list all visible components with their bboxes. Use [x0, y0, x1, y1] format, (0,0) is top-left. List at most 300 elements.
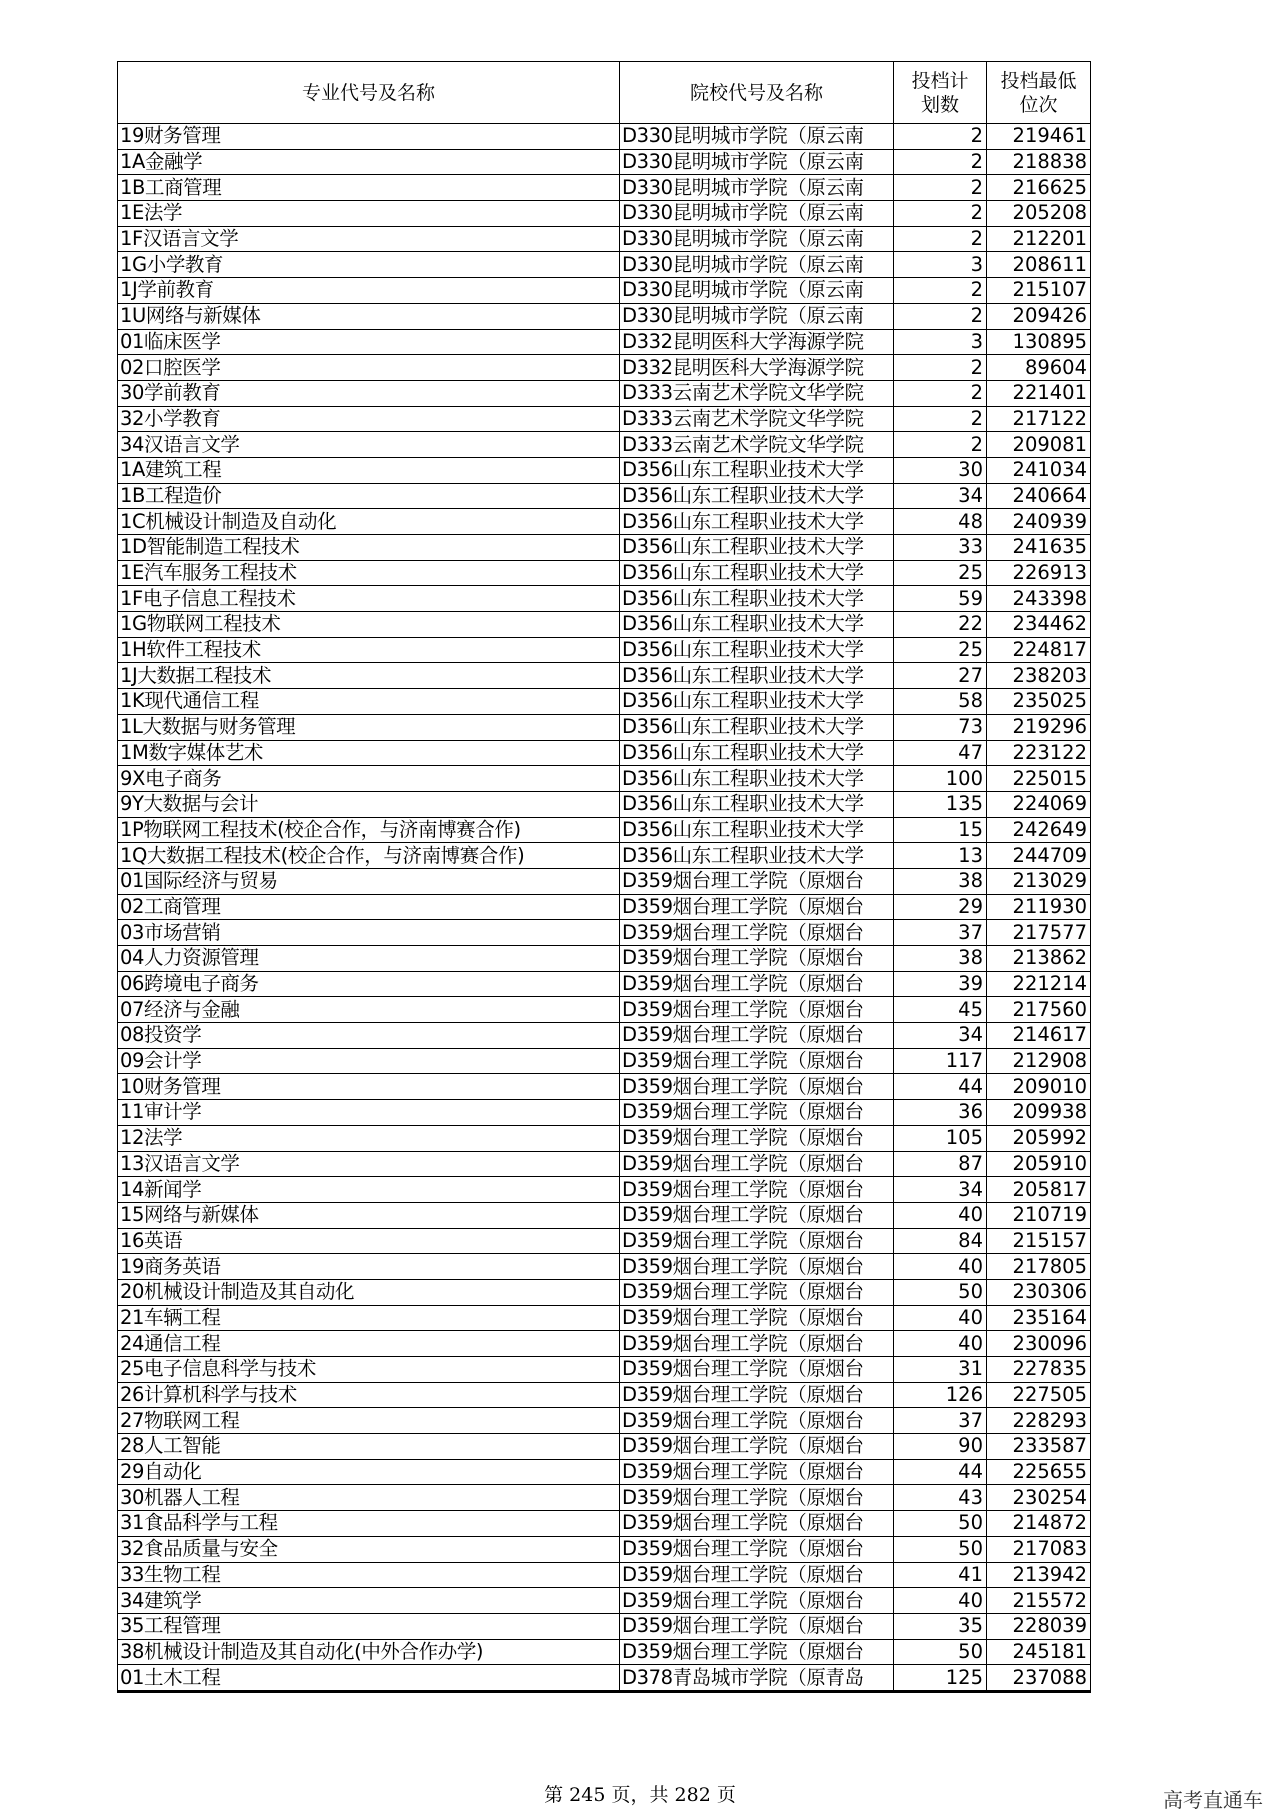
plan-count-cell: 43 — [894, 1485, 987, 1511]
major-cell: 12法学 — [118, 1125, 620, 1151]
plan-count-cell: 2 — [894, 124, 987, 150]
school-cell: D332昆明医科大学海源学院 — [620, 355, 894, 381]
min-rank-cell: 225655 — [987, 1459, 1091, 1485]
min-rank-cell: 243398 — [987, 586, 1091, 612]
min-rank-cell: 245181 — [987, 1639, 1091, 1665]
school-cell: D330昆明城市学院（原云南 — [620, 226, 894, 252]
min-rank-cell: 209010 — [987, 1074, 1091, 1100]
major-cell: 24通信工程 — [118, 1331, 620, 1357]
plan-count-cell: 84 — [894, 1228, 987, 1254]
table-row — [118, 1613, 1091, 1639]
table-row — [118, 1382, 1091, 1408]
min-rank-cell: 217577 — [987, 920, 1091, 946]
header-rank-line1: 投档最低 — [1000, 69, 1077, 92]
table-row — [118, 1305, 1091, 1331]
school-cell: D330昆明城市学院（原云南 — [620, 149, 894, 175]
plan-count-cell: 33 — [894, 535, 987, 561]
table-row — [118, 380, 1091, 406]
major-cell: 1H软件工程技术 — [118, 637, 620, 663]
school-cell: D359烟台理工学院（原烟台 — [620, 997, 894, 1023]
min-rank-cell: 241034 — [987, 457, 1091, 483]
min-rank-cell: 212908 — [987, 1048, 1091, 1074]
min-rank-cell: 213942 — [987, 1562, 1091, 1588]
table-row — [118, 1357, 1091, 1383]
school-cell: D332昆明医科大学海源学院 — [620, 329, 894, 355]
major-cell: 1A建筑工程 — [118, 457, 620, 483]
plan-count-cell: 40 — [894, 1331, 987, 1357]
school-cell: D356山东工程职业技术大学 — [620, 689, 894, 715]
min-rank-cell: 237088 — [987, 1665, 1091, 1692]
table-row — [118, 355, 1091, 381]
school-cell: D333云南艺术学院文华学院 — [620, 380, 894, 406]
major-cell: 02口腔医学 — [118, 355, 620, 381]
min-rank-cell: 217805 — [987, 1254, 1091, 1280]
min-rank-cell: 209938 — [987, 1100, 1091, 1126]
table-row — [118, 278, 1091, 304]
plan-count-cell: 2 — [894, 303, 987, 329]
table-row — [118, 714, 1091, 740]
plan-count-cell: 2 — [894, 201, 987, 227]
min-rank-cell: 205817 — [987, 1177, 1091, 1203]
major-cell: 07经济与金融 — [118, 997, 620, 1023]
school-cell: D359烟台理工学院（原烟台 — [620, 1228, 894, 1254]
min-rank-cell: 244709 — [987, 843, 1091, 869]
plan-count-cell: 87 — [894, 1151, 987, 1177]
school-cell: D378青岛城市学院（原青岛 — [620, 1665, 894, 1692]
major-cell: 35工程管理 — [118, 1613, 620, 1639]
major-cell: 1M数字媒体艺术 — [118, 740, 620, 766]
table-row — [118, 1536, 1091, 1562]
table-row — [118, 175, 1091, 201]
table-row — [118, 509, 1091, 535]
plan-count-cell: 22 — [894, 612, 987, 638]
major-cell: 01国际经济与贸易 — [118, 868, 620, 894]
major-cell: 1P物联网工程技术(校企合作，与济南博赛合作) — [118, 817, 620, 843]
school-cell: D359烟台理工学院（原烟台 — [620, 1048, 894, 1074]
min-rank-cell: 211930 — [987, 894, 1091, 920]
plan-count-cell: 13 — [894, 843, 987, 869]
school-cell: D359烟台理工学院（原烟台 — [620, 894, 894, 920]
table-row — [118, 1074, 1091, 1100]
school-cell: D356山东工程职业技术大学 — [620, 535, 894, 561]
table-row — [118, 432, 1091, 458]
plan-count-cell: 50 — [894, 1536, 987, 1562]
table-row — [118, 1665, 1091, 1692]
table-row — [118, 149, 1091, 175]
major-cell: 21车辆工程 — [118, 1305, 620, 1331]
plan-count-cell: 2 — [894, 278, 987, 304]
min-rank-cell: 218838 — [987, 149, 1091, 175]
table-row — [118, 124, 1091, 150]
major-cell: 11审计学 — [118, 1100, 620, 1126]
major-cell: 08投资学 — [118, 1023, 620, 1049]
school-cell: D356山东工程职业技术大学 — [620, 791, 894, 817]
plan-count-cell: 3 — [894, 329, 987, 355]
table-row — [118, 740, 1091, 766]
plan-count-cell: 36 — [894, 1100, 987, 1126]
table-row — [118, 226, 1091, 252]
school-cell: D330昆明城市学院（原云南 — [620, 278, 894, 304]
min-rank-cell: 233587 — [987, 1434, 1091, 1460]
header-school: 院校代号及名称 — [620, 62, 894, 124]
table-row — [118, 1408, 1091, 1434]
min-rank-cell: 214872 — [987, 1511, 1091, 1537]
school-cell: D359烟台理工学院（原烟台 — [620, 1074, 894, 1100]
plan-count-cell: 125 — [894, 1665, 987, 1692]
table-row — [118, 1562, 1091, 1588]
plan-count-cell: 50 — [894, 1639, 987, 1665]
plan-count-cell: 59 — [894, 586, 987, 612]
table-row — [118, 663, 1091, 689]
school-cell: D356山东工程职业技术大学 — [620, 740, 894, 766]
major-cell: 20机械设计制造及其自动化 — [118, 1279, 620, 1305]
min-rank-cell: 242649 — [987, 817, 1091, 843]
school-cell: D359烟台理工学院（原烟台 — [620, 1125, 894, 1151]
plan-count-cell: 15 — [894, 817, 987, 843]
table-row — [118, 483, 1091, 509]
min-rank-cell: 215107 — [987, 278, 1091, 304]
table-row — [118, 612, 1091, 638]
major-cell: 10财务管理 — [118, 1074, 620, 1100]
min-rank-cell: 209081 — [987, 432, 1091, 458]
table-row — [118, 1125, 1091, 1151]
min-rank-cell: 234462 — [987, 612, 1091, 638]
school-cell: D359烟台理工学院（原烟台 — [620, 1485, 894, 1511]
min-rank-cell: 228039 — [987, 1613, 1091, 1639]
school-cell: D359烟台理工学院（原烟台 — [620, 1588, 894, 1614]
min-rank-cell: 225015 — [987, 766, 1091, 792]
plan-count-cell: 2 — [894, 380, 987, 406]
min-rank-cell: 209426 — [987, 303, 1091, 329]
major-cell: 1J大数据工程技术 — [118, 663, 620, 689]
major-cell: 1A金融学 — [118, 149, 620, 175]
school-cell: D359烟台理工学院（原烟台 — [620, 920, 894, 946]
min-rank-cell: 217122 — [987, 406, 1091, 432]
major-cell: 1G物联网工程技术 — [118, 612, 620, 638]
school-cell: D359烟台理工学院（原烟台 — [620, 1279, 894, 1305]
table-row — [118, 329, 1091, 355]
table-row — [118, 252, 1091, 278]
school-cell: D356山东工程职业技术大学 — [620, 843, 894, 869]
major-cell: 06跨境电子商务 — [118, 971, 620, 997]
plan-count-cell: 40 — [894, 1305, 987, 1331]
table-row — [118, 1177, 1091, 1203]
plan-count-cell: 2 — [894, 226, 987, 252]
school-cell: D356山东工程职业技术大学 — [620, 817, 894, 843]
table-row — [118, 1254, 1091, 1280]
plan-count-cell: 44 — [894, 1074, 987, 1100]
min-rank-cell: 224817 — [987, 637, 1091, 663]
plan-count-cell: 37 — [894, 1408, 987, 1434]
table-row — [118, 1151, 1091, 1177]
major-cell: 1F汉语言文学 — [118, 226, 620, 252]
min-rank-cell: 240664 — [987, 483, 1091, 509]
min-rank-cell: 215572 — [987, 1588, 1091, 1614]
min-rank-cell: 208611 — [987, 252, 1091, 278]
table-row — [118, 997, 1091, 1023]
table-row — [118, 1228, 1091, 1254]
major-cell: 16英语 — [118, 1228, 620, 1254]
major-cell: 1U网络与新媒体 — [118, 303, 620, 329]
min-rank-cell: 219296 — [987, 714, 1091, 740]
major-cell: 04人力资源管理 — [118, 946, 620, 972]
major-cell: 1K现代通信工程 — [118, 689, 620, 715]
school-cell: D359烟台理工学院（原烟台 — [620, 1331, 894, 1357]
school-cell: D330昆明城市学院（原云南 — [620, 252, 894, 278]
plan-count-cell: 27 — [894, 663, 987, 689]
major-cell: 03市场营销 — [118, 920, 620, 946]
major-cell: 33生物工程 — [118, 1562, 620, 1588]
table-row — [118, 1048, 1091, 1074]
min-rank-cell: 235025 — [987, 689, 1091, 715]
table-row — [118, 303, 1091, 329]
min-rank-cell: 217560 — [987, 997, 1091, 1023]
school-cell: D359烟台理工学院（原烟台 — [620, 946, 894, 972]
major-cell: 19商务英语 — [118, 1254, 620, 1280]
min-rank-cell: 219461 — [987, 124, 1091, 150]
school-cell: D356山东工程职业技术大学 — [620, 766, 894, 792]
major-cell: 01土木工程 — [118, 1665, 620, 1692]
min-rank-cell: 240939 — [987, 509, 1091, 535]
school-cell: D359烟台理工学院（原烟台 — [620, 1357, 894, 1383]
min-rank-cell: 215157 — [987, 1228, 1091, 1254]
min-rank-cell: 224069 — [987, 791, 1091, 817]
table-row — [118, 894, 1091, 920]
plan-count-cell: 41 — [894, 1562, 987, 1588]
table-row — [118, 586, 1091, 612]
major-cell: 02工商管理 — [118, 894, 620, 920]
header-rank-line2: 位次 — [1019, 93, 1058, 116]
major-cell: 32小学教育 — [118, 406, 620, 432]
plan-count-cell: 45 — [894, 997, 987, 1023]
major-cell: 14新闻学 — [118, 1177, 620, 1203]
plan-count-cell: 73 — [894, 714, 987, 740]
table-row — [118, 1485, 1091, 1511]
min-rank-cell: 230306 — [987, 1279, 1091, 1305]
major-cell: 34建筑学 — [118, 1588, 620, 1614]
school-cell: D356山东工程职业技术大学 — [620, 663, 894, 689]
table-row — [118, 1100, 1091, 1126]
school-cell: D356山东工程职业技术大学 — [620, 457, 894, 483]
major-cell: 1Q大数据工程技术(校企合作，与济南博赛合作) — [118, 843, 620, 869]
plan-count-cell: 48 — [894, 509, 987, 535]
header-row — [118, 62, 1091, 124]
plan-count-cell: 31 — [894, 1357, 987, 1383]
plan-count-cell: 2 — [894, 149, 987, 175]
min-rank-cell: 241635 — [987, 535, 1091, 561]
table-row — [118, 946, 1091, 972]
min-rank-cell: 213029 — [987, 868, 1091, 894]
plan-count-cell: 29 — [894, 894, 987, 920]
plan-count-cell: 105 — [894, 1125, 987, 1151]
major-cell: 1E法学 — [118, 201, 620, 227]
min-rank-cell: 228293 — [987, 1408, 1091, 1434]
plan-count-cell: 37 — [894, 920, 987, 946]
major-cell: 1F电子信息工程技术 — [118, 586, 620, 612]
school-cell: D356山东工程职业技术大学 — [620, 637, 894, 663]
table-row — [118, 1511, 1091, 1537]
school-cell: D330昆明城市学院（原云南 — [620, 124, 894, 150]
major-cell: 9X电子商务 — [118, 766, 620, 792]
min-rank-cell: 238203 — [987, 663, 1091, 689]
plan-count-cell: 90 — [894, 1434, 987, 1460]
min-rank-cell: 214617 — [987, 1023, 1091, 1049]
plan-count-cell: 40 — [894, 1254, 987, 1280]
table-row — [118, 1202, 1091, 1228]
major-cell: 1C机械设计制造及自动化 — [118, 509, 620, 535]
min-rank-cell: 205992 — [987, 1125, 1091, 1151]
major-cell: 1J学前教育 — [118, 278, 620, 304]
table-row — [118, 560, 1091, 586]
table-header — [118, 62, 1091, 124]
header-plan-line1: 投档计 — [911, 69, 969, 92]
plan-count-cell: 50 — [894, 1279, 987, 1305]
table-row — [118, 1331, 1091, 1357]
school-cell: D356山东工程职业技术大学 — [620, 509, 894, 535]
plan-count-cell: 25 — [894, 560, 987, 586]
school-cell: D356山东工程职业技术大学 — [620, 560, 894, 586]
plan-count-cell: 35 — [894, 1613, 987, 1639]
plan-count-cell: 34 — [894, 1023, 987, 1049]
plan-count-cell: 2 — [894, 175, 987, 201]
major-cell: 19财务管理 — [118, 124, 620, 150]
min-rank-cell: 210719 — [987, 1202, 1091, 1228]
table-row — [118, 971, 1091, 997]
school-cell: D359烟台理工学院（原烟台 — [620, 1305, 894, 1331]
min-rank-cell: 227835 — [987, 1357, 1091, 1383]
min-rank-cell: 217083 — [987, 1536, 1091, 1562]
plan-count-cell: 25 — [894, 637, 987, 663]
major-cell: 1G小学教育 — [118, 252, 620, 278]
table-row — [118, 1434, 1091, 1460]
plan-count-cell: 50 — [894, 1511, 987, 1537]
min-rank-cell: 212201 — [987, 226, 1091, 252]
min-rank-cell: 221214 — [987, 971, 1091, 997]
min-rank-cell: 130895 — [987, 329, 1091, 355]
major-cell: 32食品质量与安全 — [118, 1536, 620, 1562]
major-cell: 30学前教育 — [118, 380, 620, 406]
school-cell: D330昆明城市学院（原云南 — [620, 303, 894, 329]
school-cell: D359烟台理工学院（原烟台 — [620, 1434, 894, 1460]
table-row — [118, 817, 1091, 843]
plan-count-cell: 3 — [894, 252, 987, 278]
plan-count-cell: 34 — [894, 483, 987, 509]
table-row — [118, 868, 1091, 894]
school-cell: D359烟台理工学院（原烟台 — [620, 1202, 894, 1228]
table-row — [118, 1279, 1091, 1305]
school-cell: D359烟台理工学院（原烟台 — [620, 868, 894, 894]
table-row — [118, 637, 1091, 663]
table-row — [118, 1459, 1091, 1485]
table-row — [118, 406, 1091, 432]
table-row — [118, 920, 1091, 946]
plan-count-cell: 2 — [894, 355, 987, 381]
school-cell: D359烟台理工学院（原烟台 — [620, 1511, 894, 1537]
school-cell: D356山东工程职业技术大学 — [620, 483, 894, 509]
major-cell: 09会计学 — [118, 1048, 620, 1074]
plan-count-cell: 39 — [894, 971, 987, 997]
plan-count-cell: 2 — [894, 406, 987, 432]
school-cell: D359烟台理工学院（原烟台 — [620, 971, 894, 997]
table-row — [118, 201, 1091, 227]
major-cell: 25电子信息科学与技术 — [118, 1357, 620, 1383]
plan-count-cell: 30 — [894, 457, 987, 483]
plan-count-cell: 135 — [894, 791, 987, 817]
min-rank-cell: 213862 — [987, 946, 1091, 972]
plan-count-cell: 47 — [894, 740, 987, 766]
major-cell: 1E汽车服务工程技术 — [118, 560, 620, 586]
plan-count-cell: 40 — [894, 1588, 987, 1614]
min-rank-cell: 89604 — [987, 355, 1091, 381]
school-cell: D359烟台理工学院（原烟台 — [620, 1562, 894, 1588]
table-row — [118, 457, 1091, 483]
major-cell: 15网络与新媒体 — [118, 1202, 620, 1228]
major-cell: 27物联网工程 — [118, 1408, 620, 1434]
major-cell: 29自动化 — [118, 1459, 620, 1485]
school-cell: D356山东工程职业技术大学 — [620, 612, 894, 638]
major-cell: 1D智能制造工程技术 — [118, 535, 620, 561]
school-cell: D333云南艺术学院文华学院 — [620, 432, 894, 458]
school-cell: D330昆明城市学院（原云南 — [620, 201, 894, 227]
plan-count-cell: 126 — [894, 1382, 987, 1408]
header-rank — [987, 62, 1091, 124]
school-cell: D359烟台理工学院（原烟台 — [620, 1023, 894, 1049]
school-cell: D359烟台理工学院（原烟台 — [620, 1459, 894, 1485]
min-rank-cell: 205910 — [987, 1151, 1091, 1177]
school-cell: D330昆明城市学院（原云南 — [620, 175, 894, 201]
plan-count-cell: 38 — [894, 946, 987, 972]
table-row — [118, 843, 1091, 869]
watermark: 高考直通车 — [1163, 1788, 1263, 1812]
min-rank-cell: 230254 — [987, 1485, 1091, 1511]
school-cell: D356山东工程职业技术大学 — [620, 586, 894, 612]
min-rank-cell: 235164 — [987, 1305, 1091, 1331]
table-row — [118, 1639, 1091, 1665]
plan-count-cell: 2 — [894, 432, 987, 458]
major-cell: 38机械设计制造及其自动化(中外合作办学) — [118, 1639, 620, 1665]
plan-count-cell: 58 — [894, 689, 987, 715]
header-major: 专业代号及名称 — [118, 62, 620, 124]
school-cell: D359烟台理工学院（原烟台 — [620, 1254, 894, 1280]
school-cell: D359烟台理工学院（原烟台 — [620, 1613, 894, 1639]
table-row — [118, 689, 1091, 715]
school-cell: D333云南艺术学院文华学院 — [620, 406, 894, 432]
school-cell: D359烟台理工学院（原烟台 — [620, 1536, 894, 1562]
major-cell: 1L大数据与财务管理 — [118, 714, 620, 740]
table-row — [118, 766, 1091, 792]
min-rank-cell: 205208 — [987, 201, 1091, 227]
school-cell: D359烟台理工学院（原烟台 — [620, 1151, 894, 1177]
school-cell: D359烟台理工学院（原烟台 — [620, 1100, 894, 1126]
plan-count-cell: 38 — [894, 868, 987, 894]
major-cell: 34汉语言文学 — [118, 432, 620, 458]
school-cell: D359烟台理工学院（原烟台 — [620, 1382, 894, 1408]
min-rank-cell: 223122 — [987, 740, 1091, 766]
major-cell: 01临床医学 — [118, 329, 620, 355]
table-row — [118, 791, 1091, 817]
plan-count-cell: 117 — [894, 1048, 987, 1074]
page-footer: 第 245 页，共 282 页 — [544, 1784, 736, 1806]
min-rank-cell: 227505 — [987, 1382, 1091, 1408]
school-cell: D359烟台理工学院（原烟台 — [620, 1408, 894, 1434]
min-rank-cell: 221401 — [987, 380, 1091, 406]
plan-count-cell: 34 — [894, 1177, 987, 1203]
major-cell: 28人工智能 — [118, 1434, 620, 1460]
school-cell: D359烟台理工学院（原烟台 — [620, 1639, 894, 1665]
major-cell: 26计算机科学与技术 — [118, 1382, 620, 1408]
min-rank-cell: 226913 — [987, 560, 1091, 586]
table-body — [118, 124, 1091, 1692]
